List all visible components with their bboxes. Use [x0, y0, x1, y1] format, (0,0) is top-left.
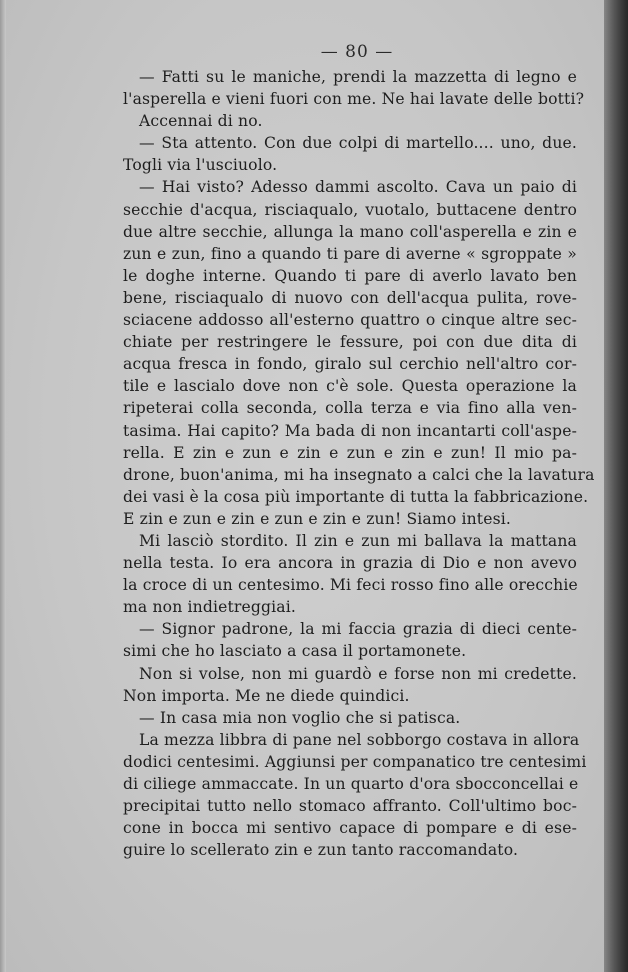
text-line: — Signor padrone, la mi faccia grazia di dieci cente-: [139, 620, 577, 639]
text-line: bene, risciaqualo di nuovo con dell'acqua pulita, rove-: [123, 288, 577, 307]
text-line: ripeterai colla seconda, colla terza e via fino alla ven-: [123, 399, 577, 418]
text-line: — Sta attento. Con due colpi di martello.... uno, due.: [139, 134, 577, 153]
body-text: [123, 66, 595, 861]
text-line: simi che ho lasciato a casa il portamonete.: [123, 642, 467, 661]
text-line: cone in bocca mi sentivo capace di pompare e di ese-: [123, 819, 577, 838]
text-line: — Fatti su le maniche, prendi la mazzetta di legno e: [139, 68, 577, 86]
text-line: la croce di un centesimo. Mi feci rosso fino alle orecchie: [123, 576, 578, 595]
text-line: drone, buon'anima, mi ha insegnato a calci che la lavatura: [123, 465, 595, 484]
text-line: secchie d'acqua, risciaqualo, vuotalo, buttacene dentro: [123, 200, 577, 219]
text-line: due altre secchie, allunga la mano coll'asperella e zin e: [123, 222, 577, 241]
text-line: Non importa. Me ne diede quindici.: [123, 686, 410, 705]
text-line: di ciliege ammaccate. In un quarto d'ora sbocconcellai e: [123, 775, 579, 793]
text-line: tile e lascialo dove non c'è sole. Questa operazione la: [123, 377, 577, 396]
text-line: precipitai tutto nello stomaco affranto. Coll'ultimo boc-: [123, 797, 577, 816]
text-line: — In casa mia non voglio che si patisca.: [139, 708, 461, 727]
text-line: chiate per restringere le fessure, poi con due dita di: [123, 333, 577, 352]
text-line: Non si volse, non mi guardò e forse non mi credette.: [139, 664, 577, 683]
text-line: ma non indietreggiai.: [123, 598, 296, 617]
text-line: acqua fresca in fondo, giralo sul cerchio nell'altro cor-: [123, 355, 577, 374]
text-line: dodici centesimi. Aggiunsi per companatico tre centesimi: [123, 752, 587, 771]
page-number: — 80 —: [320, 42, 394, 62]
text-line: Accennai di no.: [139, 112, 263, 131]
text-line: l'asperella e vieni fuori con me. Ne hai lavate delle botti?: [123, 90, 585, 109]
text-line: Mi lasciò stordito. Il zin e zun mi ballava la mattana: [139, 531, 577, 550]
text-line: le doghe interne. Quando ti pare di averlo lavato ben: [123, 266, 577, 285]
text-line: tasima. Hai capito? Ma bada di non incantarti coll'aspe-: [123, 421, 577, 440]
text-line: nella testa. Io era ancora in grazia di Dio e non avevo: [123, 554, 577, 573]
page-edge-shadow: [604, 0, 628, 972]
text-line: dei vasi è la cosa più importante di tutta la fabbricazione.: [123, 487, 589, 506]
text-line: Togli via l'usciuolo.: [123, 156, 278, 175]
text-line: — Hai visto? Adesso dammi ascolto. Cava un paio di: [139, 178, 577, 197]
book-page: [6, 0, 604, 972]
text-line: La mezza libbra di pane nel sobborgo costava in allora: [139, 730, 580, 749]
text-line: zun e zun, fino a quando ti pare di averne « sgroppate »: [123, 244, 577, 263]
text-line: E zin e zun e zin e zun e zin e zun! Siamo intesi.: [123, 509, 511, 528]
text-line: guire lo scellerato zin e zun tanto raccomandato.: [123, 841, 519, 860]
text-line: rella. E zin e zun e zin e zun e zin e zun! Il mio pa-: [123, 443, 577, 462]
text-line: sciacene addosso all'esterno quattro o cinque altre sec-: [123, 311, 577, 330]
